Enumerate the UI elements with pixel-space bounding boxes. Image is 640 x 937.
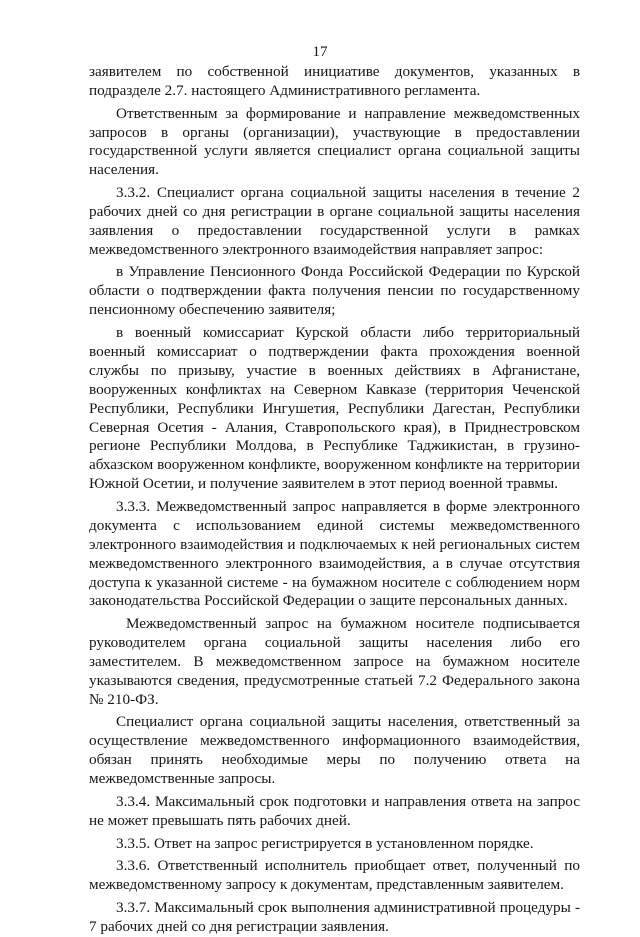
paragraph-3-3-5: 3.3.5. Ответ на запрос регистрируется в установленном порядке. [116, 834, 534, 852]
paragraph-pension-fund-request: в Управление Пенсионного Фонда Российской Федерации по Курской области о подтверждении факта получения пенсии по государственному пенсионному обеспечению заявителя; [89, 263, 580, 319]
paragraph-3-3-7: 3.3.7. Максимальный срок выполнения административной процедуры - 7 рабочих дней со дня регистрации заявления. [89, 898, 580, 935]
document-body [89, 63, 580, 937]
paragraph-3-3-2: 3.3.2. Специалист органа социальной защиты населения в течение 2 рабочих дней со дня регистрации в органе социальной защиты населения заявления о предоставлении государственной услуги в рамках межведомственного электронного взаимодействия направляет запрос: [89, 184, 580, 258]
paragraph-3-3-3: 3.3.3. Межведомственный запрос направляется в форме электронного документа с использованием единой системы межведомственного электронного взаимодействия и подключаемых к ней региональных систем межведомственного электронного взаимодействия, а в случае отсутствия доступа к указанной системе - на бумажном носителе с соблюдением норм законодательства Российской Федерации о защите персональных данных. [89, 497, 580, 610]
paragraph-military-commissariat-request: в военный комиссариат Курской области либо территориальный военный комиссариат о подтверждении факта прохождения военной службы по призыву, участие в военных действиях в Афганистане, вооруженных конфликтах на Северном Кавказе (территория Чеченской Республики, Республики Ингушетия, Республики Дагестан, Республики Северная Осетия - Алания, Ставропольского края), в Приднестровском регионе Республики Молдова, в Республике Таджикистан, в грузино-абхазском вооруженном конфликте, вооруженном конфликте на территории Южной Осетии, и получение заявителем в этот период военной травмы. [89, 323, 580, 493]
paragraph-responsible-specialist: Ответственным за формирование и направление межведомственных запросов в органы (организации), участвующие в предоставлении государственной услуги является специалист органа социальной защиты населения. [89, 104, 580, 179]
paragraph-continuation: заявителем по собственной инициативе документов, указанных в подразделе 2.7. настоящего Административного регламента. [89, 63, 580, 99]
paragraph-paper-request: Межведомственный запрос на бумажном носителе подписывается руководителем органа социальной защиты населения либо его заместителем. В межведомственном запросе на бумажном носителе указываются сведения, предусмотренные статьей 7.2 Федерального закона № 210-ФЗ. [89, 615, 580, 708]
paragraph-3-3-4: 3.3.4. Максимальный срок подготовки и направления ответа на запрос не может превышать пять рабочих дней. [89, 792, 580, 829]
paragraph-3-3-6: 3.3.6. Ответственный исполнитель приобщает ответ, полученный по межведомственному запросу к документам, представленным заявителем. [89, 857, 580, 894]
page-number: 17 [312, 44, 328, 60]
paragraph-specialist-obligation: Специалист органа социальной защиты населения, ответственный за осуществление межведомственного информационного взаимодействия, обязан принять необходимые меры по получению ответа на межведомственные запросы. [89, 713, 580, 788]
